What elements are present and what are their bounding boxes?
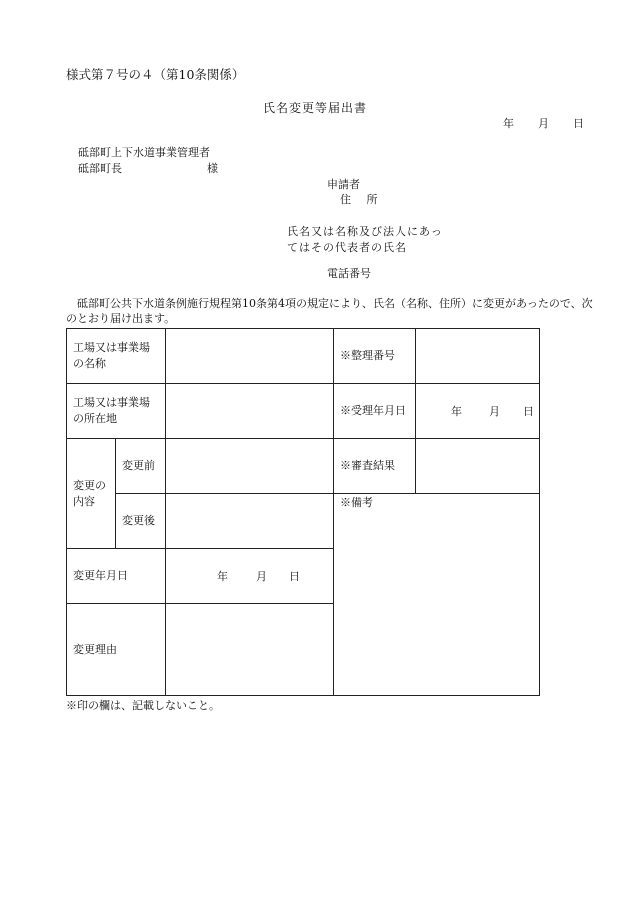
change-content-label: 変更の内容 bbox=[67, 439, 116, 549]
review-result-label: ※審査結果 bbox=[334, 439, 416, 494]
body-text: 砥部町公共下水道条例施行規程第10条第4項の規定により、氏名（名称、住所）に変更があったので、次のとおり届け出ます。 bbox=[66, 297, 593, 325]
receipt-date-year: 年 bbox=[451, 405, 462, 418]
change-date-field[interactable] bbox=[166, 549, 334, 604]
before-field[interactable] bbox=[166, 439, 334, 494]
factory-location-field[interactable] bbox=[166, 384, 334, 439]
applicant-label: 申請者 bbox=[327, 178, 360, 191]
before-label: 変更前 bbox=[116, 439, 166, 494]
reference-no-label: ※整理番号 bbox=[334, 329, 416, 384]
change-date-day: 日 bbox=[289, 570, 300, 583]
notification-form-table bbox=[66, 328, 540, 696]
applicant-name-label: 氏名又は名称及び法人にあってはその代表者の氏名 bbox=[287, 225, 443, 254]
applicant-phone-label: 電話番号 bbox=[327, 267, 371, 280]
review-result-field[interactable] bbox=[416, 439, 540, 494]
table-row bbox=[67, 439, 540, 494]
after-label: 変更後 bbox=[116, 494, 166, 549]
addressee-line2: 砥部町長 bbox=[78, 162, 122, 175]
remarks-label: ※備考 bbox=[334, 494, 540, 696]
addressee-honorific: 様 bbox=[207, 162, 218, 175]
header-date-day: 日 bbox=[573, 117, 584, 130]
receipt-date-day: 日 bbox=[523, 405, 534, 418]
factory-name-label: 工場又は事業場の名称 bbox=[67, 329, 166, 384]
after-field[interactable] bbox=[166, 494, 334, 549]
header-date-year: 年 bbox=[503, 117, 514, 130]
change-date-year: 年 bbox=[217, 570, 228, 583]
addressee-line1: 砥部町上下水道事業管理者 bbox=[78, 146, 210, 159]
table-row bbox=[67, 329, 540, 384]
reference-no-field[interactable] bbox=[416, 329, 540, 384]
footnote: ※印の欄は、記載しないこと。 bbox=[66, 699, 220, 712]
receipt-date-month: 月 bbox=[489, 405, 500, 418]
form-number: 様式第７号の４（第10条関係） bbox=[66, 67, 245, 82]
change-date-month: 月 bbox=[256, 570, 267, 583]
header-date-month: 月 bbox=[538, 117, 549, 130]
table-row bbox=[67, 384, 540, 439]
factory-name-field[interactable] bbox=[166, 329, 334, 384]
factory-location-label: 工場又は事業場の所在地 bbox=[67, 384, 166, 439]
receipt-date-label: ※受理年月日 bbox=[334, 384, 416, 439]
change-reason-label: 変更理由 bbox=[67, 604, 166, 696]
document-title: 氏名変更等届出書 bbox=[262, 101, 367, 115]
receipt-date-field[interactable] bbox=[416, 384, 540, 439]
change-date-label: 変更年月日 bbox=[67, 549, 166, 604]
change-reason-field[interactable] bbox=[166, 604, 334, 696]
applicant-address-label: 住 所 bbox=[340, 193, 384, 206]
table-row bbox=[67, 494, 540, 549]
